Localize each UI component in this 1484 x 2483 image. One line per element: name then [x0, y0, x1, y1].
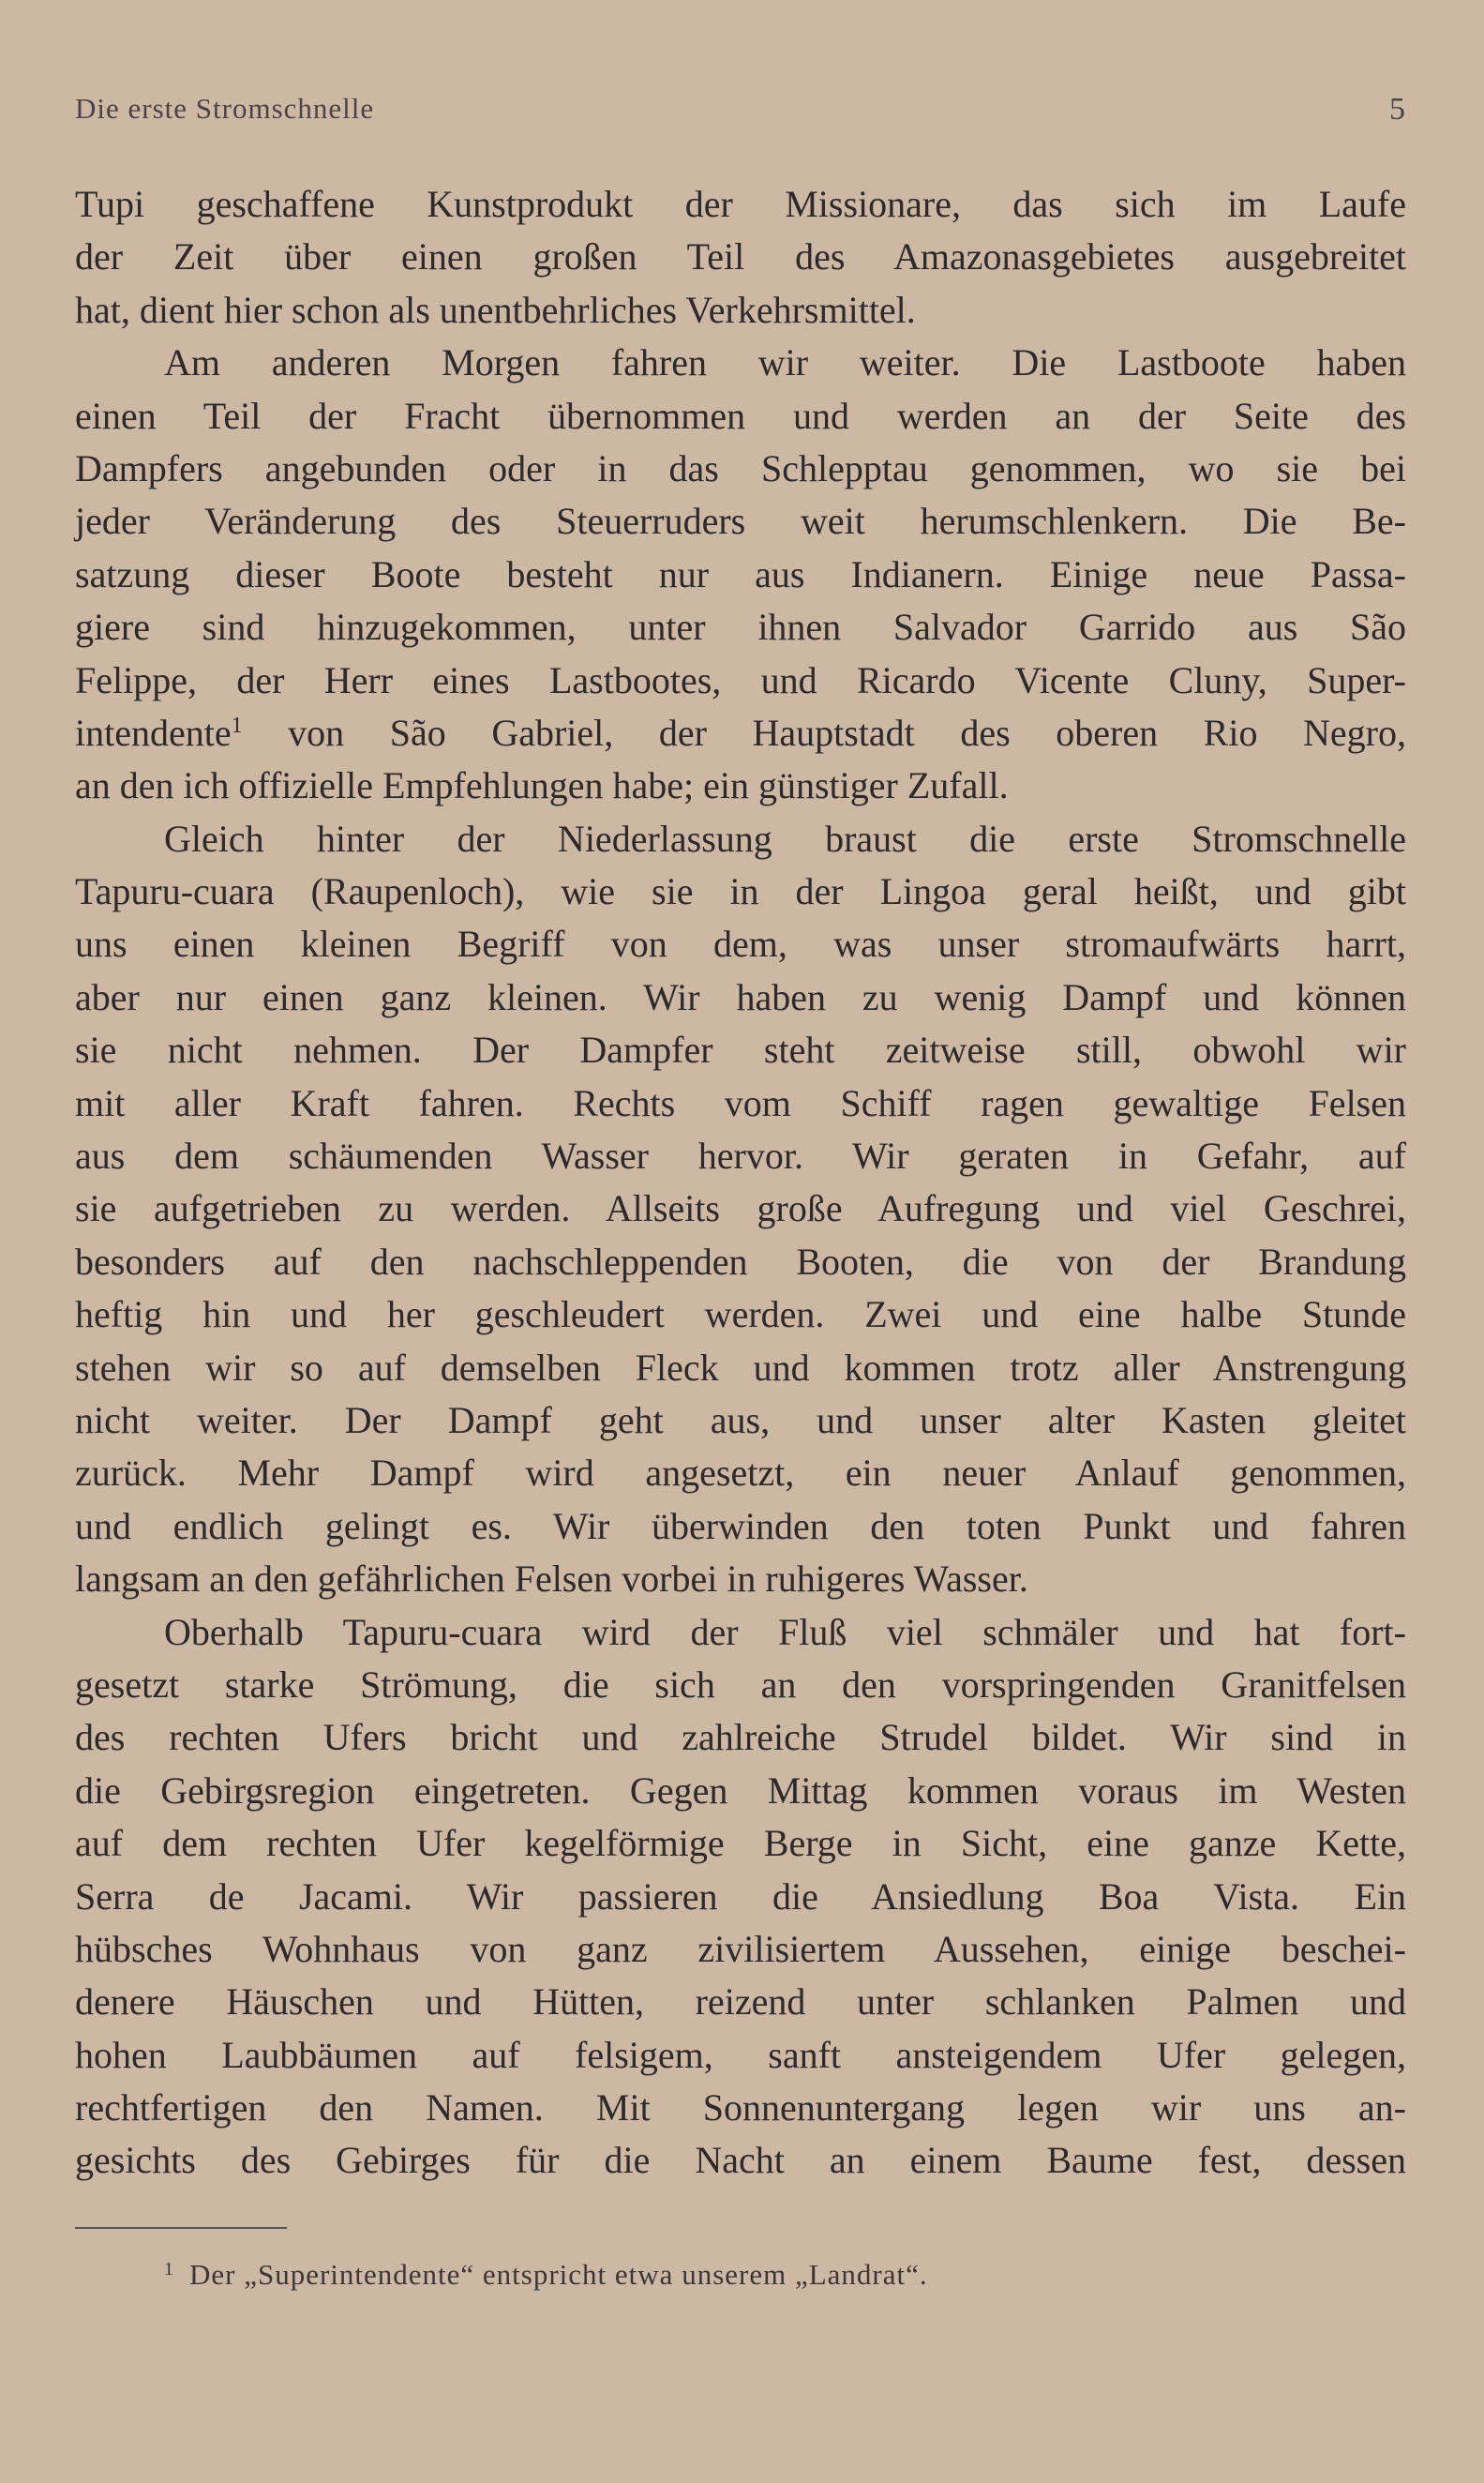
text-line: rechtfertigen den Namen. Mit Sonnenuntergang legen wir uns an- [75, 2086, 1406, 2129]
text-segment: von São Gabriel, der Hauptstadt des oberen Rio Negro, [242, 711, 1406, 754]
text-line: aus dem schäumenden Wasser hervor. Wir geraten in Gefahr, auf [75, 1135, 1406, 1178]
text-line: an den ich offizielle Empfehlungen habe; ein günstiger Zufall. [75, 764, 1009, 807]
text-line: nicht weiter. Der Dampf geht aus, und unser alter Kasten gleitet [75, 1398, 1406, 1441]
text-line: satzung dieser Boote besteht nur aus Indianern. Einige neue Passa- [75, 552, 1406, 595]
text-line: gesichts des Gebirges für die Nacht an einem Baume fest, dessen [75, 2139, 1406, 2182]
text-line: mit aller Kraft fahren. Rechts vom Schiff ragen gewaltige Felsen [75, 1081, 1406, 1124]
body-text [75, 178, 1406, 2188]
text-line: Oberhalb Tapuru-cuara wird der Fluß viel schmäler und hat fort- [164, 1610, 1406, 1653]
text-line: einen Teil der Fracht übernommen und werden an der Seite des [75, 394, 1406, 437]
text-line: Gleich hinter der Niederlassung braust die erste Stromschnelle [164, 817, 1406, 860]
text-line: jeder Veränderung des Steuerruders weit herumschlenkern. Die Be- [75, 500, 1406, 543]
text-line: Tupi geschaffene Kunstprodukt der Missionare, das sich im Laufe [75, 183, 1406, 225]
text-line: sie nicht nehmen. Der Dampfer steht zeitweise still, obwohl wir [75, 1029, 1406, 1072]
text-line: und endlich gelingt es. Wir überwinden den toten Punkt und fahren [75, 1504, 1406, 1547]
footnote-text: Der „Superintendente“ entspricht etwa unserem „Landrat“. [189, 2258, 928, 2291]
text-line: besonders auf den nachschleppenden Booten, die von der Brandung [75, 1240, 1406, 1283]
text-line: heftig hin und her geschleudert werden. Zwei und eine halbe Stunde [75, 1293, 1406, 1336]
footnote [164, 2258, 928, 2292]
footnote-reference: 1 [231, 713, 243, 738]
text-segment: intendente [75, 711, 232, 754]
text-line: uns einen kleinen Begriff von dem, was unser stromaufwärts harrt, [75, 923, 1406, 966]
text-line: stehen wir so auf demselben Fleck und kommen trotz aller Anstrengung [75, 1346, 1406, 1389]
text-line [75, 707, 1406, 760]
text-line: die Gebirgsregion eingetreten. Gegen Mittag kommen voraus im Westen [75, 1768, 1406, 1812]
text-line: hat, dient hier schon als unentbehrliches Verkehrsmittel. [75, 288, 916, 331]
text-line: langsam an den gefährlichen Felsen vorbei in ruhigeres Wasser. [75, 1558, 1028, 1601]
text-line: hübsches Wohnhaus von ganz zivilisiertem Aussehen, einige beschei- [75, 1927, 1406, 1970]
footnote-divider [75, 2227, 287, 2229]
text-line: denere Häuschen und Hütten, reizend unter schlanken Palmen und [75, 1980, 1406, 2024]
page-number: 5 [1389, 92, 1406, 127]
text-line: gesetzt starke Strömung, die sich an den vorspringenden Granitfelsen [75, 1663, 1406, 1706]
text-line: sie aufgetrieben zu werden. Allseits große Aufregung und viel Geschrei, [75, 1187, 1406, 1230]
footnote-mark: 1 [164, 2259, 174, 2280]
text-line: Dampfers angebunden oder in das Schlepptau genommen, wo sie bei [75, 446, 1406, 489]
text-line: hohen Laubbäumen auf felsigem, sanft ansteigendem Ufer gelegen, [75, 2033, 1406, 2076]
text-line: aber nur einen ganz kleinen. Wir haben zu wenig Dampf und können [75, 975, 1406, 1018]
text-line: Serra de Jacami. Wir passieren die Ansiedlung Boa Vista. Ein [75, 1874, 1406, 1918]
text-line: Felippe, der Herr eines Lastbootes, und Ricardo Vicente Cluny, Super- [75, 658, 1406, 701]
text-line: zurück. Mehr Dampf wird angesetzt, ein neuer Anlauf genommen, [75, 1452, 1406, 1495]
text-line: auf dem rechten Ufer kegelförmige Berge in Sicht, eine ganze Kette, [75, 1822, 1406, 1865]
running-head [75, 92, 1406, 139]
text-line: giere sind hinzugekommen, unter ihnen Salvador Garrido aus São [75, 606, 1406, 649]
text-line: der Zeit über einen großen Teil des Amazonasgebietes ausgebreitet [75, 235, 1406, 278]
text-line: Am anderen Morgen fahren wir weiter. Die Lastboote haben [164, 341, 1406, 384]
running-head-title: Die erste Stromschnelle [75, 92, 375, 125]
text-line: Tapuru-cuara (Raupenloch), wie sie in der Lingoa geral heißt, und gibt [75, 870, 1406, 913]
text-line: des rechten Ufers bricht und zahlreiche Strudel bildet. Wir sind in [75, 1716, 1406, 1759]
